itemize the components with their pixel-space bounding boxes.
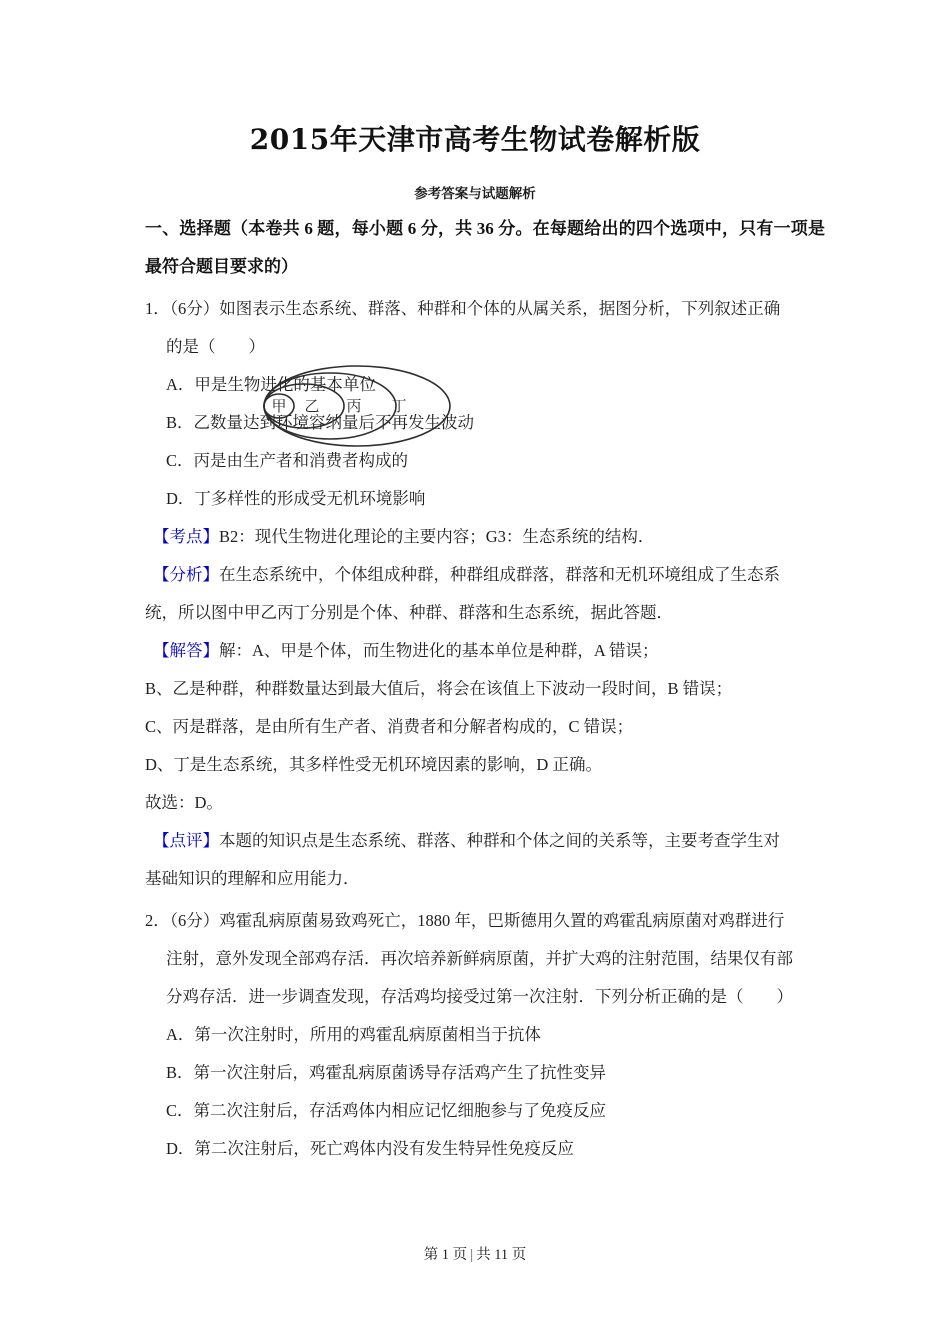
document-body [145,210,825,1168]
option-letter: C． [166,1101,194,1120]
nested-ellipses-svg [258,362,458,450]
question-1-fenxi-line-2: 统，所以图中甲乙丙丁分别是个体、种群、群落和生态系统，据此答题． [145,603,673,622]
question-2-option-b[interactable] [145,1054,825,1092]
option-text: 乙数量达到环境容纳量后不再发生波动 [193,413,475,432]
option-letter: B． [166,1063,194,1082]
question-1-stem-line-1: 1．（6分）如图表示生态系统、群落、种群和个体的从属关系，据图分析，下列叙述正确 [145,299,781,318]
figure-label-ding: 丁 [391,397,407,415]
question-1-jieda-line-4: D、丁是生态系统，其多样性受无机环境因素的影响，D 正确。 [145,755,602,774]
question-2 [145,902,825,1168]
question-2-option-a[interactable] [145,1016,825,1054]
question-2-stem-line-3: 分鸡存活．进一步调查发现，存活鸡均接受过第一次注射．下列分析正确的是（ ） [166,987,793,1006]
fenxi-text: 在生态系统中，个体组成种群，种群组成群落，群落和无机环境组成了生态系 [219,565,780,584]
question-1-kaodian [145,518,825,556]
option-letter: B． [166,413,194,432]
option-text: 第一次注射后，鸡霍乱病原菌诱导存活鸡产生了抗性变异 [193,1063,607,1082]
section-heading-choice-questions: 一、选择题（本卷共 6 题，每小题 6 分，共 36 分。在每题给出的四个选项中，只有一项是最符合题目要求的） [145,219,825,276]
figure-label-bing: 丙 [346,397,362,415]
question-1-jieda-line-2: B、乙是种群，种群数量达到最大值后，将会在该值上下波动一段时间，B 错误； [145,679,733,698]
dianping-text: 本题的知识点是生态系统、群落、种群和个体之间的关系等，主要考查学生对 [219,831,780,850]
kaodian-text: B2：现代生物进化理论的主要内容；G3：生态系统的结构． [219,527,655,546]
kaodian-tag: 【考点】 [153,527,219,546]
page-footer [0,1243,950,1264]
question-1-stem-line-2: 的是（ ） [166,337,265,356]
jieda-text: 解：A、甲是个体，而生物进化的基本单位是种群，A 错误； [219,641,659,660]
option-letter: D． [166,489,195,508]
option-letter: A． [166,375,195,394]
option-letter: A． [166,1025,195,1044]
question-1-option-a[interactable] [145,366,825,404]
question-1-jieda-line-1 [145,632,825,670]
option-text: 第二次注射后，死亡鸡体内没有发生特异性免疫反应 [194,1139,574,1158]
question-2-option-d[interactable] [145,1130,825,1168]
dianping-tag: 【点评】 [153,831,219,850]
question-1-option-c[interactable] [145,442,825,480]
option-text: 丁多样性的形成受无机环境影响 [194,489,426,508]
question-1-jieda-line-3: C、丙是群落，是由所有生产者、消费者和分解者构成的，C 错误； [145,717,634,736]
option-letter: C． [166,451,194,470]
footer-current-page: 第 1 页 [423,1247,468,1263]
question-1-fenxi-line-1 [145,556,825,594]
question-1-dianping-line-2: 基础知识的理解和应用能力． [145,869,360,888]
fenxi-tag: 【分析】 [153,565,219,584]
question-1-dianping-line-1 [145,822,825,860]
option-text: 第一次注射时，所用的鸡霍乱病原菌相当于抗体 [194,1025,541,1044]
option-text: 丙是由生产者和消费者构成的 [193,451,409,470]
question-1-option-b[interactable] [145,404,825,442]
figure-label-jia: 甲 [271,397,287,415]
option-text: 第二次注射后，存活鸡体内相应记忆细胞参与了免疫反应 [193,1101,607,1120]
footer-separator: | [470,1247,474,1263]
question-1 [145,290,825,898]
question-1-answer-choice: 故选：D。 [145,793,223,812]
option-letter: D． [166,1139,195,1158]
page-subtitle: 参考答案与试题解析 [414,186,536,201]
question-1-option-d[interactable] [145,480,825,518]
option-text: 甲是生物进化的基本单位 [194,375,376,394]
question-2-stem-line-1: 2．（6分）鸡霍乱病原菌易致鸡死亡，1880 年，巴斯德用久置的鸡霍乱病原菌对鸡群进行 [145,911,785,930]
question-1-figure [258,362,458,450]
question-2-stem-line-2: 注射，意外发现全部鸡存活．再次培养新鲜病原菌，并扩大鸡的注射范围，结果仅有部 [166,949,793,968]
footer-total-pages: 共 11 页 [476,1247,527,1263]
page-title: 2015年天津市高考生物试卷解析版 [249,123,701,156]
question-2-option-c[interactable] [145,1092,825,1130]
jieda-tag: 【解答】 [153,641,219,660]
figure-label-yi: 乙 [304,397,320,415]
